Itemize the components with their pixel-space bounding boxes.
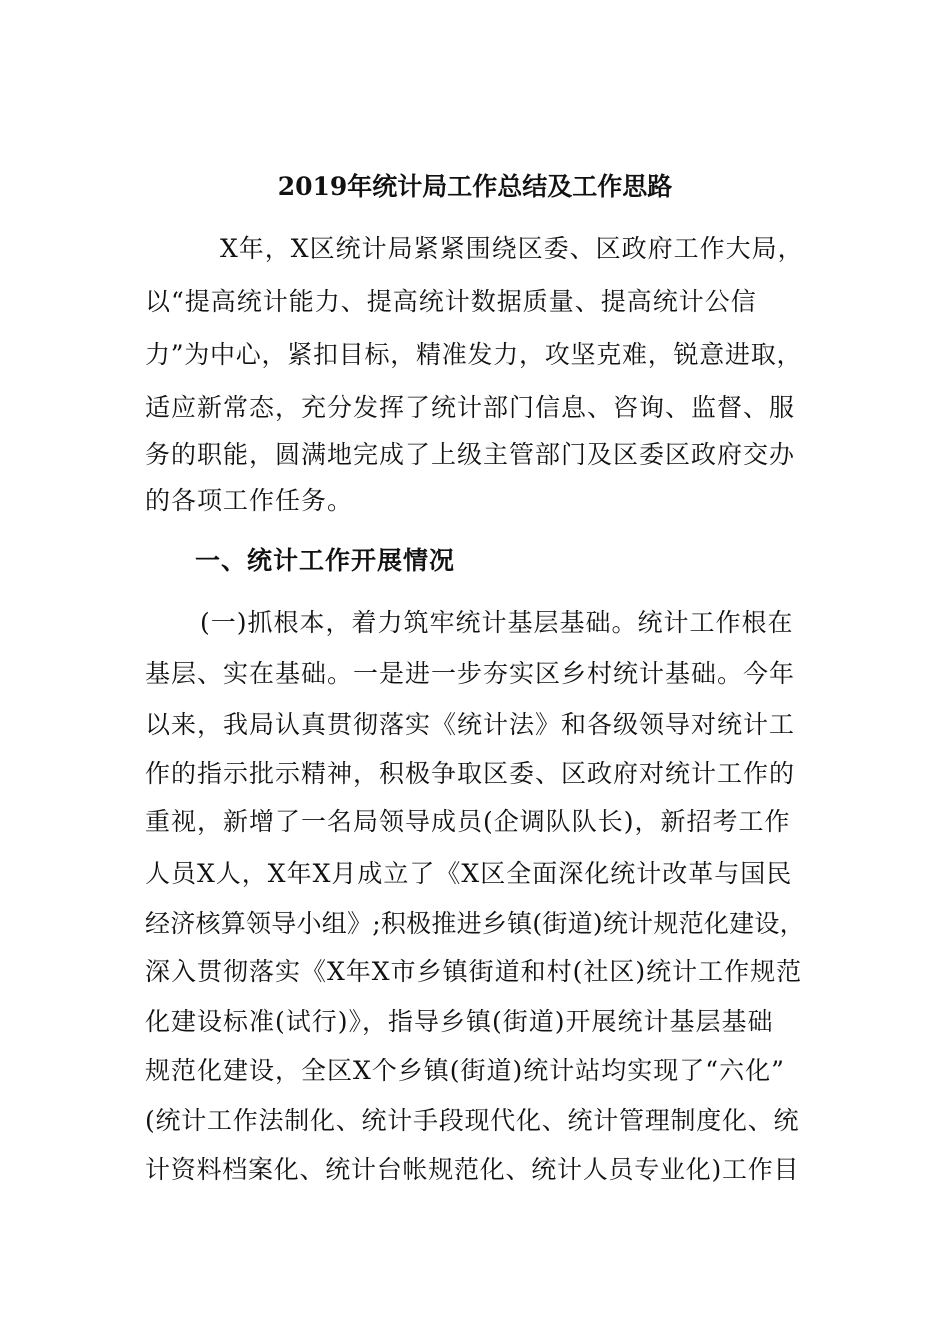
paragraph-line: (一)抓根本，着力筑牢统计基层基础。统计工作根在 bbox=[200, 608, 794, 637]
paragraph-line: 适应新常态，充分发挥了统计部门信息、咨询、监督、服 bbox=[145, 393, 796, 422]
paragraph-line: 基层、实在基础。一是进一步夯实区乡村统计基础。今年 bbox=[145, 659, 796, 688]
paragraph-line: 深入贯彻落实《X年X市乡镇街道和村(社区)统计工作规范 bbox=[145, 957, 803, 986]
section-heading: 一、统计工作开展情况 bbox=[195, 546, 456, 575]
paragraph-line: 以来，我局认真贯彻落实《统计法》和各级领导对统计工 bbox=[145, 710, 796, 739]
paragraph-line: 人员X人，X年X月成立了《X区全面深化统计改革与国民 bbox=[145, 859, 793, 888]
paragraph-line: 规范化建设，全区X个乡镇(街道)统计站均实现了“六化” bbox=[145, 1056, 785, 1085]
paragraph-line: 计资料档案化、统计台帐规范化、统计人员专业化)工作目 bbox=[145, 1155, 800, 1184]
paragraph-line: 作的指示批示精神，积极争取区委、区政府对统计工作的 bbox=[145, 759, 796, 788]
paragraph-line: 的各项工作任务。 bbox=[145, 486, 354, 515]
paragraph-line: 以“提高统计能力、提高统计数据质量、提高统计公信 bbox=[145, 287, 757, 316]
paragraph-line: X年，X区统计局紧紧围绕区委、区政府工作大局， bbox=[220, 234, 804, 263]
paragraph-line: 重视，新增了一名局领导成员(企调队队长)，新招考工作 bbox=[145, 807, 791, 836]
paragraph-line: 务的职能，圆满地完成了上级主管部门及区委区政府交办 bbox=[145, 440, 796, 469]
document-title: 2019年统计局工作总结及工作思路 bbox=[277, 172, 673, 201]
paragraph-line: 经济核算领导小组》;积极推进乡镇(街道)统计规范化建设， bbox=[145, 909, 805, 938]
paragraph-line: (统计工作法制化、统计手段现代化、统计管理制度化、统 bbox=[145, 1106, 800, 1135]
paragraph-line: 力”为中心，紧扣目标，精准发力，攻坚克难，锐意进取， bbox=[145, 340, 803, 369]
paragraph-line: 化建设标准(试行)》，指导乡镇(街道)开展统计基层基础 bbox=[145, 1007, 774, 1036]
